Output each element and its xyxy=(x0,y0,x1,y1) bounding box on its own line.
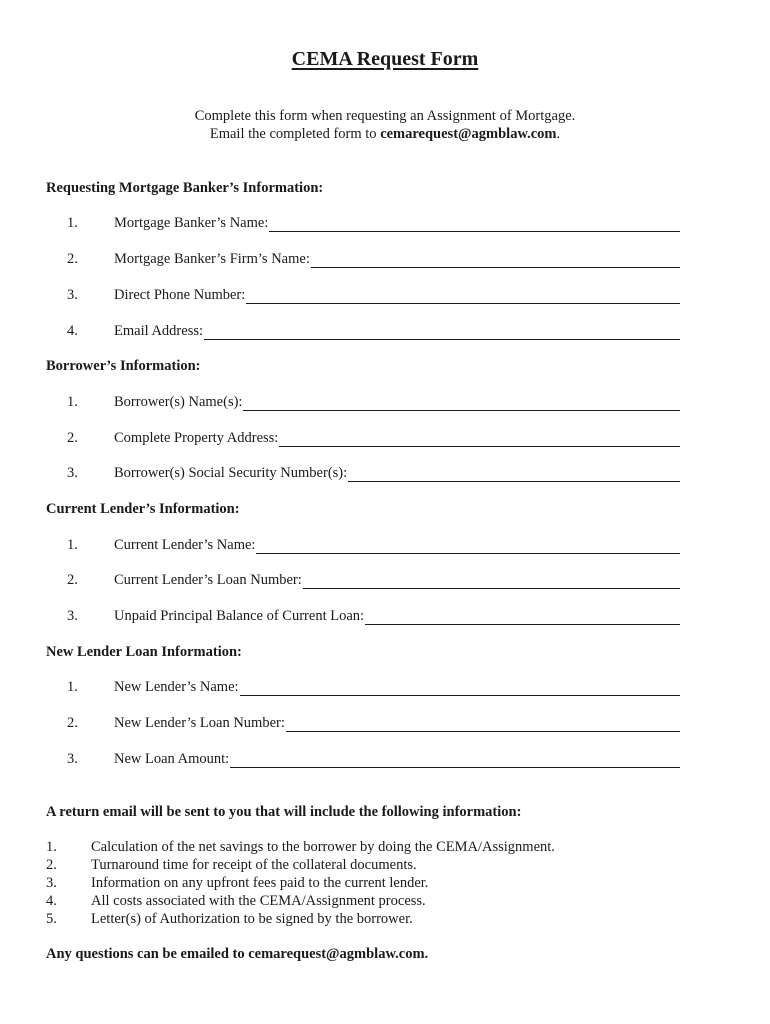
intro-line-2-suffix: . xyxy=(556,126,561,142)
section-heading-borrower: Borrower’s Information: xyxy=(46,358,201,374)
field-label: Mortgage Banker’s Name: xyxy=(114,215,269,231)
field-unpaid-principal-balance[interactable] xyxy=(46,607,680,627)
field-input-line[interactable] xyxy=(311,250,680,268)
list-item-number: 5. xyxy=(46,911,57,927)
field-direct-phone-number[interactable] xyxy=(46,286,680,306)
field-number: 1. xyxy=(67,215,78,231)
field-input-line[interactable] xyxy=(243,393,680,411)
field-label: New Lender’s Name: xyxy=(114,679,239,695)
field-property-address[interactable] xyxy=(46,429,680,449)
field-current-lender-name[interactable] xyxy=(46,536,680,556)
field-number: 1. xyxy=(67,537,78,553)
field-label: Unpaid Principal Balance of Current Loan: xyxy=(114,608,365,624)
footer-contact-note: Any questions can be emailed to cemarequest@agmblaw.com. xyxy=(46,946,429,962)
return-info-heading: A return email will be sent to you that will include the following information: xyxy=(46,804,522,820)
list-item-number: 4. xyxy=(46,893,57,909)
field-number: 4. xyxy=(67,323,78,339)
field-input-line[interactable] xyxy=(365,607,680,625)
field-borrower-ssn[interactable] xyxy=(46,464,680,484)
list-item xyxy=(46,838,555,856)
field-input-line[interactable] xyxy=(286,714,680,732)
field-label: Complete Property Address: xyxy=(114,430,279,446)
intro-line-2-prefix: Email the completed form to xyxy=(209,126,381,142)
list-item-text: Information on any upfront fees paid to the current lender. xyxy=(91,875,429,891)
section-heading-current-lender: Current Lender’s Information: xyxy=(46,501,240,517)
field-number: 3. xyxy=(67,751,78,767)
field-label: Borrower(s) Social Security Number(s): xyxy=(114,465,348,481)
field-label: Email Address: xyxy=(114,323,204,339)
list-item xyxy=(46,910,555,928)
field-mortgage-banker-name[interactable] xyxy=(46,214,680,234)
field-input-line[interactable] xyxy=(279,429,680,447)
list-item xyxy=(46,892,555,910)
field-input-line[interactable] xyxy=(246,286,680,304)
field-label: Direct Phone Number: xyxy=(114,287,246,303)
intro-line-1: Complete this form when requesting an Assignment of Mortgage. xyxy=(194,108,576,124)
field-number: 2. xyxy=(67,251,78,267)
return-info-list xyxy=(46,838,555,928)
list-item-number: 2. xyxy=(46,857,57,873)
field-label: Borrower(s) Name(s): xyxy=(114,394,243,410)
list-item xyxy=(46,874,555,892)
field-new-lender-name[interactable] xyxy=(46,678,680,698)
field-number: 2. xyxy=(67,572,78,588)
list-item-text: Letter(s) of Authorization to be signed by the borrower. xyxy=(91,911,413,927)
field-number: 2. xyxy=(67,430,78,446)
field-input-line[interactable] xyxy=(348,464,680,482)
list-item-number: 1. xyxy=(46,839,57,855)
field-borrower-names[interactable] xyxy=(46,393,680,413)
field-number: 3. xyxy=(67,287,78,303)
intro-email: cemarequest@agmblaw.com xyxy=(380,126,557,142)
field-number: 2. xyxy=(67,715,78,731)
field-label: Mortgage Banker’s Firm’s Name: xyxy=(114,251,310,267)
field-label: Current Lender’s Name: xyxy=(114,537,256,553)
list-item-text: Turnaround time for receipt of the collateral documents. xyxy=(91,857,417,873)
field-input-line[interactable] xyxy=(230,750,680,768)
field-mortgage-banker-firm-name[interactable] xyxy=(46,250,680,270)
field-number: 1. xyxy=(67,679,78,695)
field-label: New Loan Amount: xyxy=(114,751,230,767)
intro-text xyxy=(0,107,770,143)
field-number: 3. xyxy=(67,465,78,481)
field-input-line[interactable] xyxy=(240,678,680,696)
intro-line-2 xyxy=(0,125,770,143)
field-label: Current Lender’s Loan Number: xyxy=(114,572,302,588)
list-item xyxy=(46,856,555,874)
field-number: 3. xyxy=(67,608,78,624)
list-item-text: Calculation of the net savings to the borrower by doing the CEMA/Assignment. xyxy=(91,839,555,855)
list-item-number: 3. xyxy=(46,875,57,891)
field-input-line[interactable] xyxy=(303,571,680,589)
field-input-line[interactable] xyxy=(256,536,680,554)
field-number: 1. xyxy=(67,394,78,410)
section-heading-mortgage-banker: Requesting Mortgage Banker’s Information: xyxy=(46,180,324,196)
field-new-loan-amount[interactable] xyxy=(46,750,680,770)
field-email-address[interactable] xyxy=(46,322,680,342)
page-title: CEMA Request Form xyxy=(291,48,479,70)
field-current-lender-loan-number[interactable] xyxy=(46,571,680,591)
field-input-line[interactable] xyxy=(204,322,680,340)
field-input-line[interactable] xyxy=(269,214,680,232)
field-new-lender-loan-number[interactable] xyxy=(46,714,680,734)
field-label: New Lender’s Loan Number: xyxy=(114,715,285,731)
section-heading-new-lender: New Lender Loan Information: xyxy=(46,644,242,660)
list-item-text: All costs associated with the CEMA/Assignment process. xyxy=(91,893,426,909)
